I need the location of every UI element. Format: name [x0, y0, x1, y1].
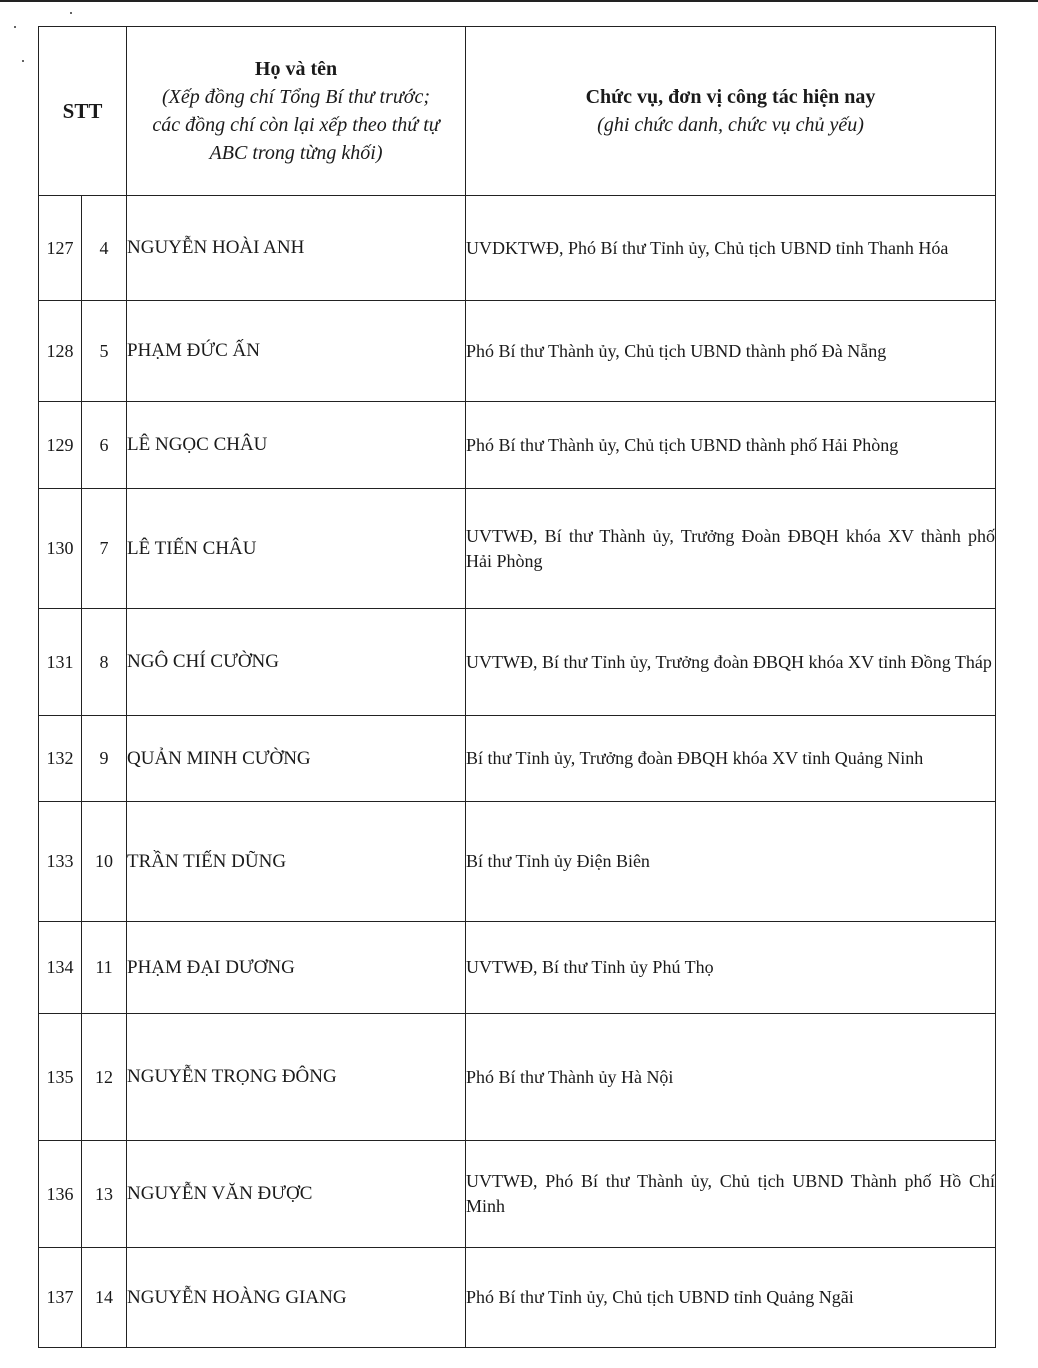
row-stt: 134 — [39, 922, 82, 1014]
personnel-table — [38, 26, 996, 1348]
row-name: LÊ NGỌC CHÂU — [127, 402, 466, 489]
row-position: UVTWĐ, Phó Bí thư Thành ủy, Chủ tịch UBND Thành phố Hồ Chí Minh — [466, 1141, 996, 1248]
header-name-note-2: các đồng chí còn lại xếp theo thứ tự — [152, 114, 440, 136]
row-stt: 127 — [39, 196, 82, 301]
table-row — [39, 922, 996, 1014]
row-name: LÊ TIẾN CHÂU — [127, 489, 466, 609]
row-sub-index: 6 — [82, 402, 127, 489]
scan-speck — [22, 60, 24, 62]
row-stt: 135 — [39, 1014, 82, 1141]
table-row — [39, 609, 996, 716]
row-name: NGUYỄN TRỌNG ĐÔNG — [127, 1014, 466, 1141]
header-name-title: Họ và tên — [254, 58, 338, 80]
table-row — [39, 402, 996, 489]
row-stt: 132 — [39, 716, 82, 802]
header-stt: STT — [39, 27, 127, 196]
row-sub-index: 5 — [82, 301, 127, 402]
row-position: Bí thư Tỉnh ủy, Trưởng đoàn ĐBQH khóa XV tỉnh Quảng Ninh — [466, 716, 996, 802]
table-row — [39, 802, 996, 922]
top-border-line — [0, 0, 1038, 2]
table-row — [39, 196, 996, 301]
row-sub-index: 8 — [82, 609, 127, 716]
row-position: UVDKTWĐ, Phó Bí thư Tỉnh ủy, Chủ tịch UBND tỉnh Thanh Hóa — [466, 196, 996, 301]
table-row — [39, 489, 996, 609]
scan-speck — [14, 26, 16, 28]
row-position: UVTWĐ, Bí thư Tỉnh ủy, Trưởng đoàn ĐBQH khóa XV tỉnh Đồng Tháp — [466, 609, 996, 716]
header-position — [466, 27, 996, 196]
row-stt: 130 — [39, 489, 82, 609]
row-name: PHẠM ĐỨC ẤN — [127, 301, 466, 402]
table-row — [39, 716, 996, 802]
row-position: Phó Bí thư Thành ủy, Chủ tịch UBND thành phố Đà Nẵng — [466, 301, 996, 402]
table-row — [39, 1141, 996, 1248]
row-sub-index: 7 — [82, 489, 127, 609]
row-sub-index: 12 — [82, 1014, 127, 1141]
row-sub-index: 11 — [82, 922, 127, 1014]
table-row — [39, 1014, 996, 1141]
row-name: NGUYỄN HOÀI ANH — [127, 196, 466, 301]
row-sub-index: 4 — [82, 196, 127, 301]
row-position: UVTWĐ, Bí thư Thành ủy, Trưởng Đoàn ĐBQH khóa XV thành phố Hải Phòng — [466, 489, 996, 609]
row-stt: 131 — [39, 609, 82, 716]
row-name: PHẠM ĐẠI DƯƠNG — [127, 922, 466, 1014]
row-name: QUẢN MINH CƯỜNG — [127, 716, 466, 802]
header-name-note-1: (Xếp đồng chí Tổng Bí thư trước; — [162, 86, 431, 108]
row-stt: 136 — [39, 1141, 82, 1248]
row-name: NGUYỄN HOÀNG GIANG — [127, 1248, 466, 1348]
row-sub-index: 10 — [82, 802, 127, 922]
row-name: TRẦN TIẾN DŨNG — [127, 802, 466, 922]
row-sub-index: 13 — [82, 1141, 127, 1248]
scan-speck — [70, 12, 72, 14]
row-name: NGÔ CHÍ CƯỜNG — [127, 609, 466, 716]
row-stt: 137 — [39, 1248, 82, 1348]
row-position: Phó Bí thư Tỉnh ủy, Chủ tịch UBND tỉnh Quảng Ngãi — [466, 1248, 996, 1348]
table-row — [39, 1248, 996, 1348]
row-stt: 128 — [39, 301, 82, 402]
table-header-row — [39, 27, 996, 196]
header-position-note: (ghi chức danh, chức vụ chủ yếu) — [597, 114, 864, 136]
header-name-note-3: ABC trong từng khối) — [209, 142, 383, 164]
row-position: Bí thư Tỉnh ủy Điện Biên — [466, 802, 996, 922]
table-row — [39, 301, 996, 402]
row-position: Phó Bí thư Thành ủy, Chủ tịch UBND thành phố Hải Phòng — [466, 402, 996, 489]
row-name: NGUYỄN VĂN ĐƯỢC — [127, 1141, 466, 1248]
header-position-title: Chức vụ, đơn vị công tác hiện nay — [585, 86, 876, 108]
row-position: UVTWĐ, Bí thư Tỉnh ủy Phú Thọ — [466, 922, 996, 1014]
row-sub-index: 9 — [82, 716, 127, 802]
row-sub-index: 14 — [82, 1248, 127, 1348]
row-stt: 129 — [39, 402, 82, 489]
header-name — [127, 27, 466, 196]
row-position: Phó Bí thư Thành ủy Hà Nội — [466, 1014, 996, 1141]
row-stt: 133 — [39, 802, 82, 922]
